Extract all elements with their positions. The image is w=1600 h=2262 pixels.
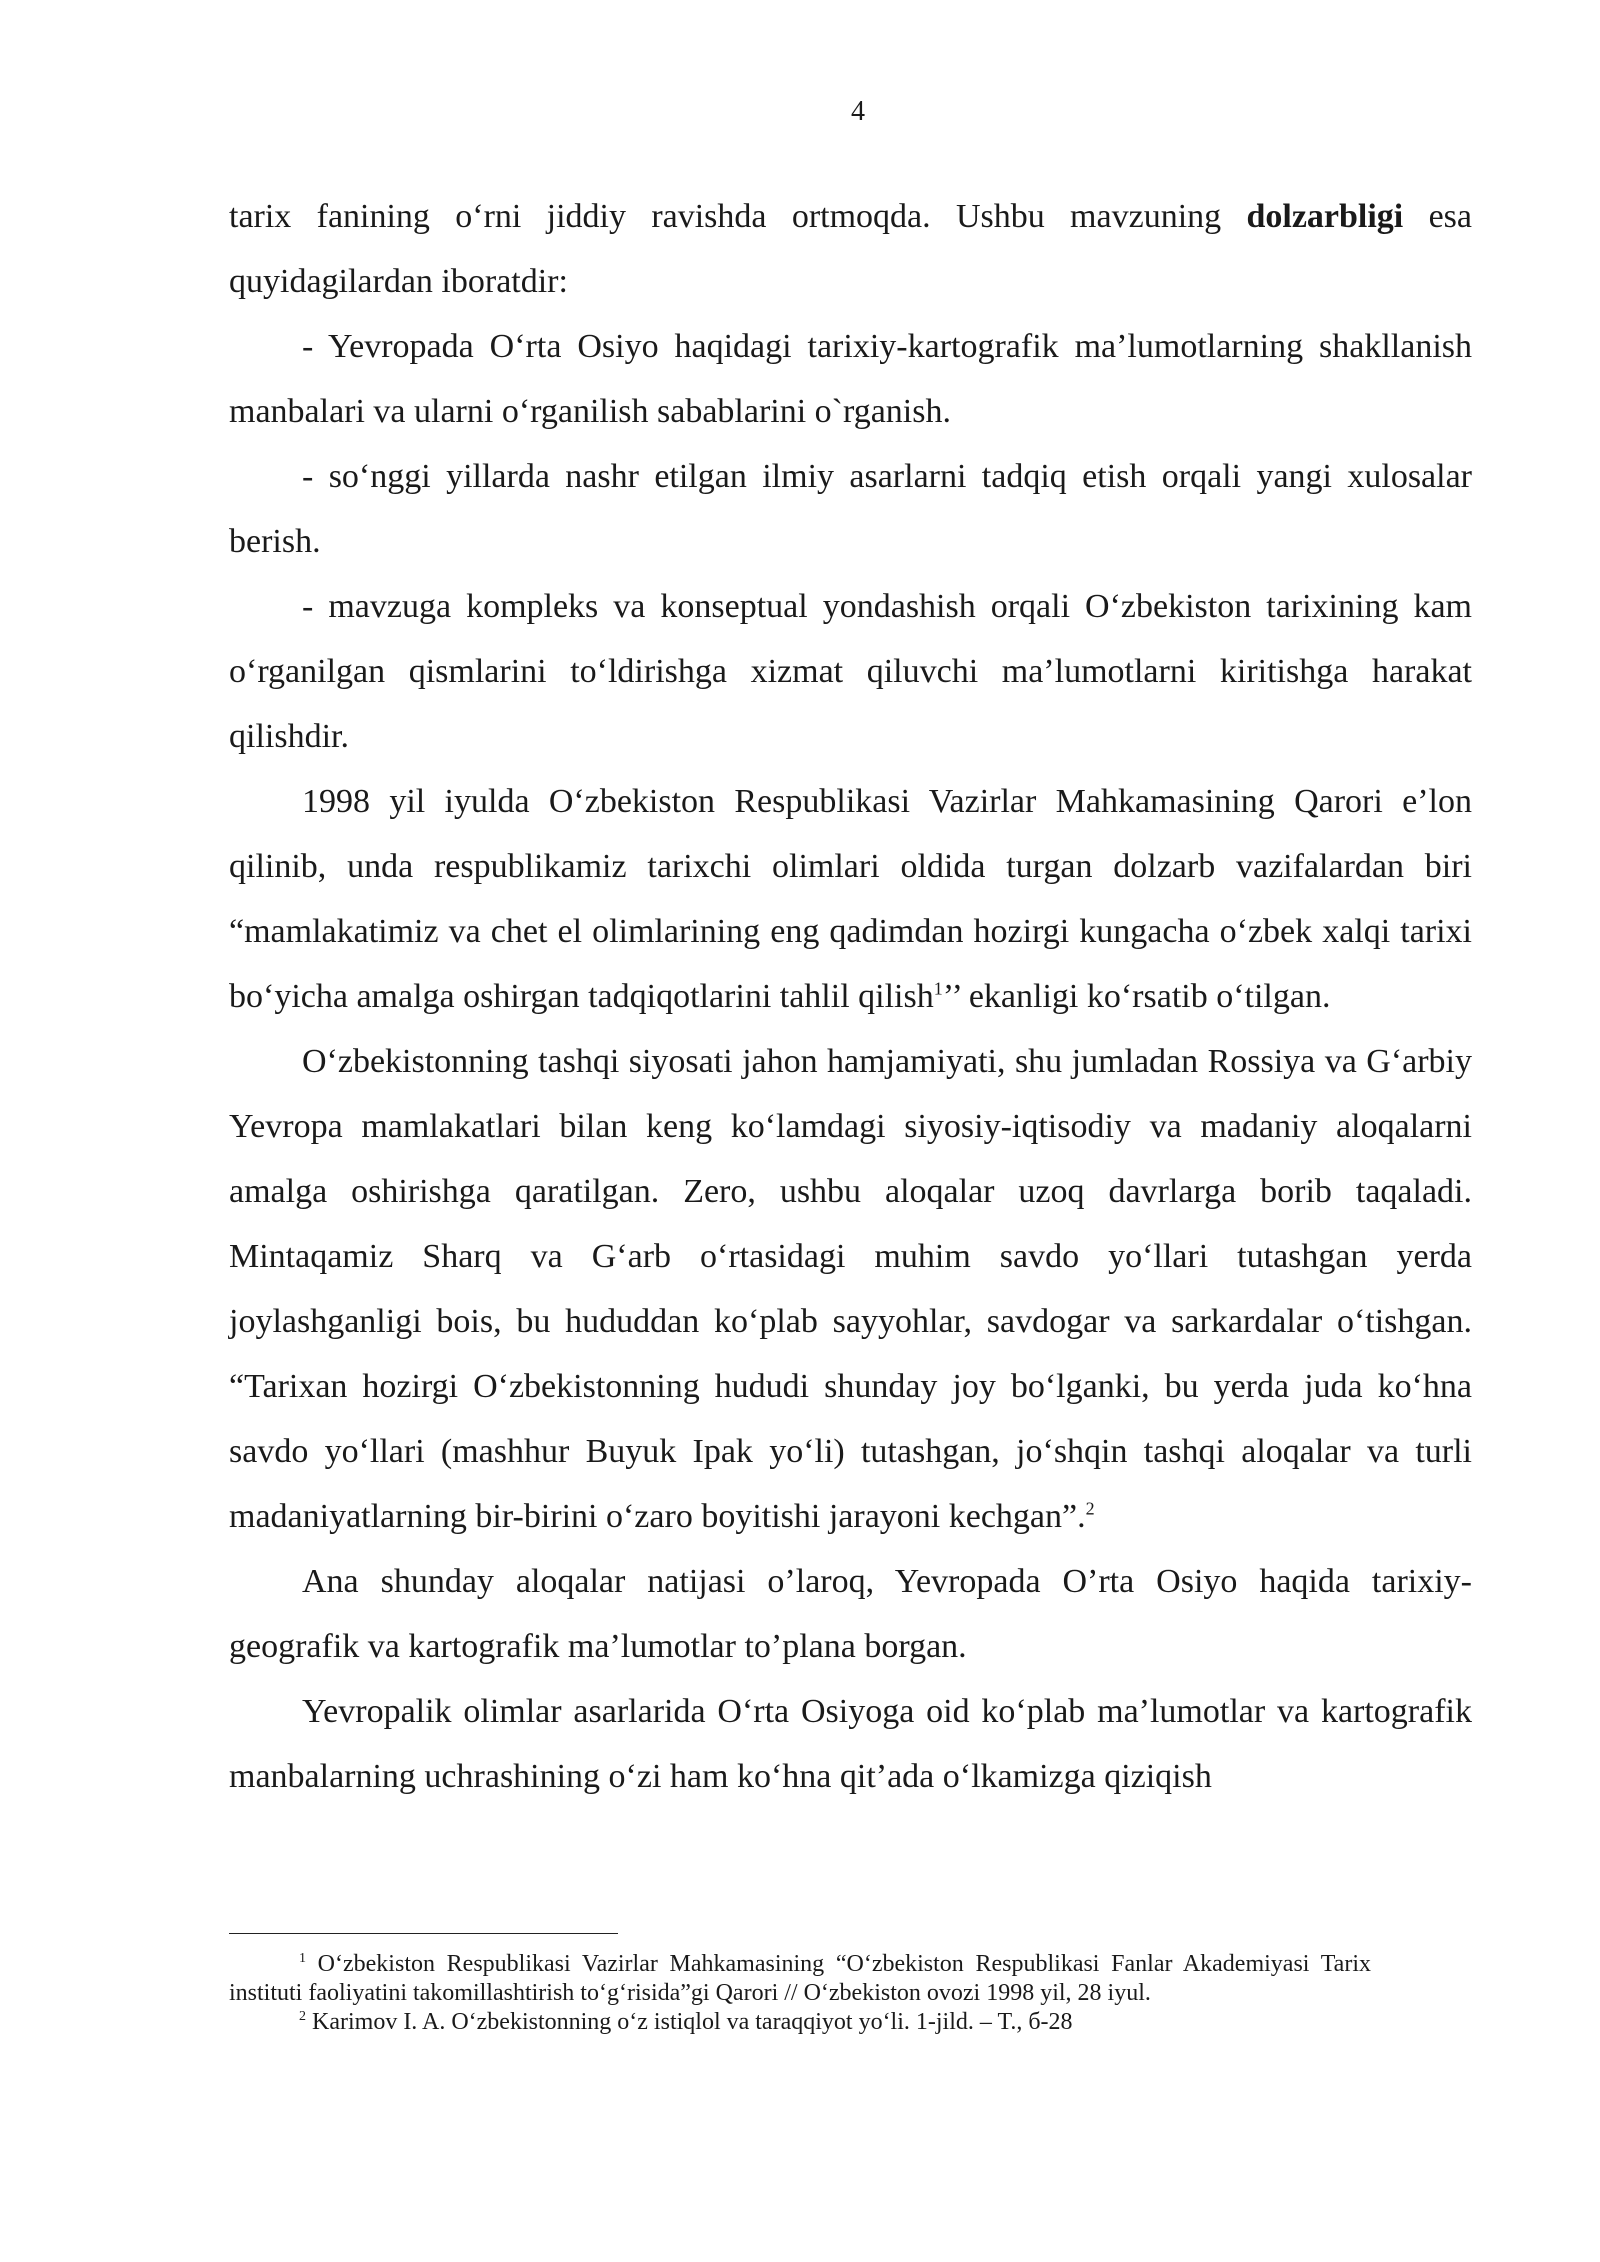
footnote-1 xyxy=(229,1950,1371,2008)
intro-text-end: esa quyidagilardan iboratdir: xyxy=(229,198,1472,300)
paragraph-foreign-policy xyxy=(229,1029,1472,1549)
footnote-2-number: 2 xyxy=(299,2009,306,2024)
footnote-2 xyxy=(229,2008,1371,2037)
body-text xyxy=(229,184,1472,1809)
footnote-ref-1[interactable]: 1 xyxy=(933,978,943,999)
footnote-1-number: 1 xyxy=(299,1951,306,1966)
paragraph-european-scholars: Yevropalik olimlar asarlarida O‘rta Osiyoga oid ko‘plab ma’lumotlar va kartografik manbalarning uchrashining o‘zi ham ko‘hna qit’ada o‘lkamizga qiziqish xyxy=(229,1693,1472,1795)
bullet-item-3: - mavzuga kompleks va konseptual yondashish orqali O‘zbekiston tarixining kam o‘rganilgan qismlarini to‘ldirishga xizmat qiluvchi ma’lumotlarni kiritishga harakat qilishdir. xyxy=(229,588,1472,755)
footnote-ref-2[interactable]: 2 xyxy=(1085,1498,1095,1519)
page-number: 4 xyxy=(851,96,865,127)
bold-term-dolzarbligi: dolzarbligi xyxy=(1246,198,1404,235)
decree-text-end: ’’ ekanligi ko‘rsatib o‘tilgan. xyxy=(942,978,1331,1015)
footnote-1-text: O‘zbekiston Respublikasi Vazirlar Mahkamasining “O‘zbekiston Respublikasi Fanlar Akademiyasi Tarix instituti faoliyatini takomillashtirish to‘g‘risida”gi Qarori // O‘zbekiston ovozi 1998 yil, 28 iyul. xyxy=(229,1951,1371,2006)
footnote-separator xyxy=(229,1933,618,1934)
footnote-2-text: Karimov I. A. O‘zbekistonning o‘z istiqlol va taraqqiyot yo‘li. 1-jild. – T., б-28 xyxy=(306,2009,1073,2035)
foreign-policy-text: O‘zbekistonning tashqi siyosati jahon hamjamiyati, shu jumladan Rossiya va G‘arbiy Yevropa mamlakatlari bilan keng ko‘lamdagi siyosiy-iqtisodiy va madaniy aloqalarni amalga oshirishga qaratilgan. Zero, ushbu aloqalar uzoq davrlarga borib taqaladi. Mintaqamiz Sharq va G‘arb o‘rtasidagi muhim savdo yo‘llari tutashgan yerda joylashganligi bois, bu hududdan ko‘plab sayyohlar, savdogar va sarkardalar o‘tishgan. “Tarixan hozirgi O‘zbekistonning hududi shunday joy bo‘lganki, bu yerda juda ko‘hna savdo yo‘llari (mashhur Buyuk Ipak yo‘li) tutashgan, jo‘shqin tashqi aloqalar va turli madaniyatlarning bir-birini o‘zaro boyitishi jarayoni kechgan”. xyxy=(229,1043,1472,1535)
paragraph-relations-result: Ana shunday aloqalar natijasi o’laroq, Yevropada O’rta Osiyo haqida tarixiy-geografik va kartografik ma’lumotlar to’plana borgan. xyxy=(229,1563,1472,1665)
footnotes xyxy=(229,1950,1371,2037)
paragraph-1998-decree xyxy=(229,769,1472,1029)
intro-text: tarix fanining o‘rni jiddiy ravishda ortmoqda. Ushbu mavzuning xyxy=(229,198,1247,235)
bullet-item-1: - Yevropada O‘rta Osiyo haqidagi tarixiy-kartografik ma’lumotlarning shakllanish manbalari va ularni o‘rganilish sabablarini o`rganish. xyxy=(229,328,1472,430)
decree-text: 1998 yil iyulda O‘zbekiston Respublikasi Vazirlar Mahkamasining Qarori e’lon qilinib, unda respublikamiz tarixchi olimlari oldida turgan dolzarb vazifalardan biri “mamlakatimiz va chet el olimlarining eng qadimdan hozirgi kungacha o‘zbek xalqi tarixi bo‘yicha amalga oshirgan tadqiqotlarini tahlil qilish xyxy=(229,783,1472,1015)
paragraph-intro xyxy=(229,184,1472,314)
bullet-item-2: - so‘nggi yillarda nashr etilgan ilmiy asarlarni tadqiq etish orqali yangi xulosalar berish. xyxy=(229,458,1472,560)
